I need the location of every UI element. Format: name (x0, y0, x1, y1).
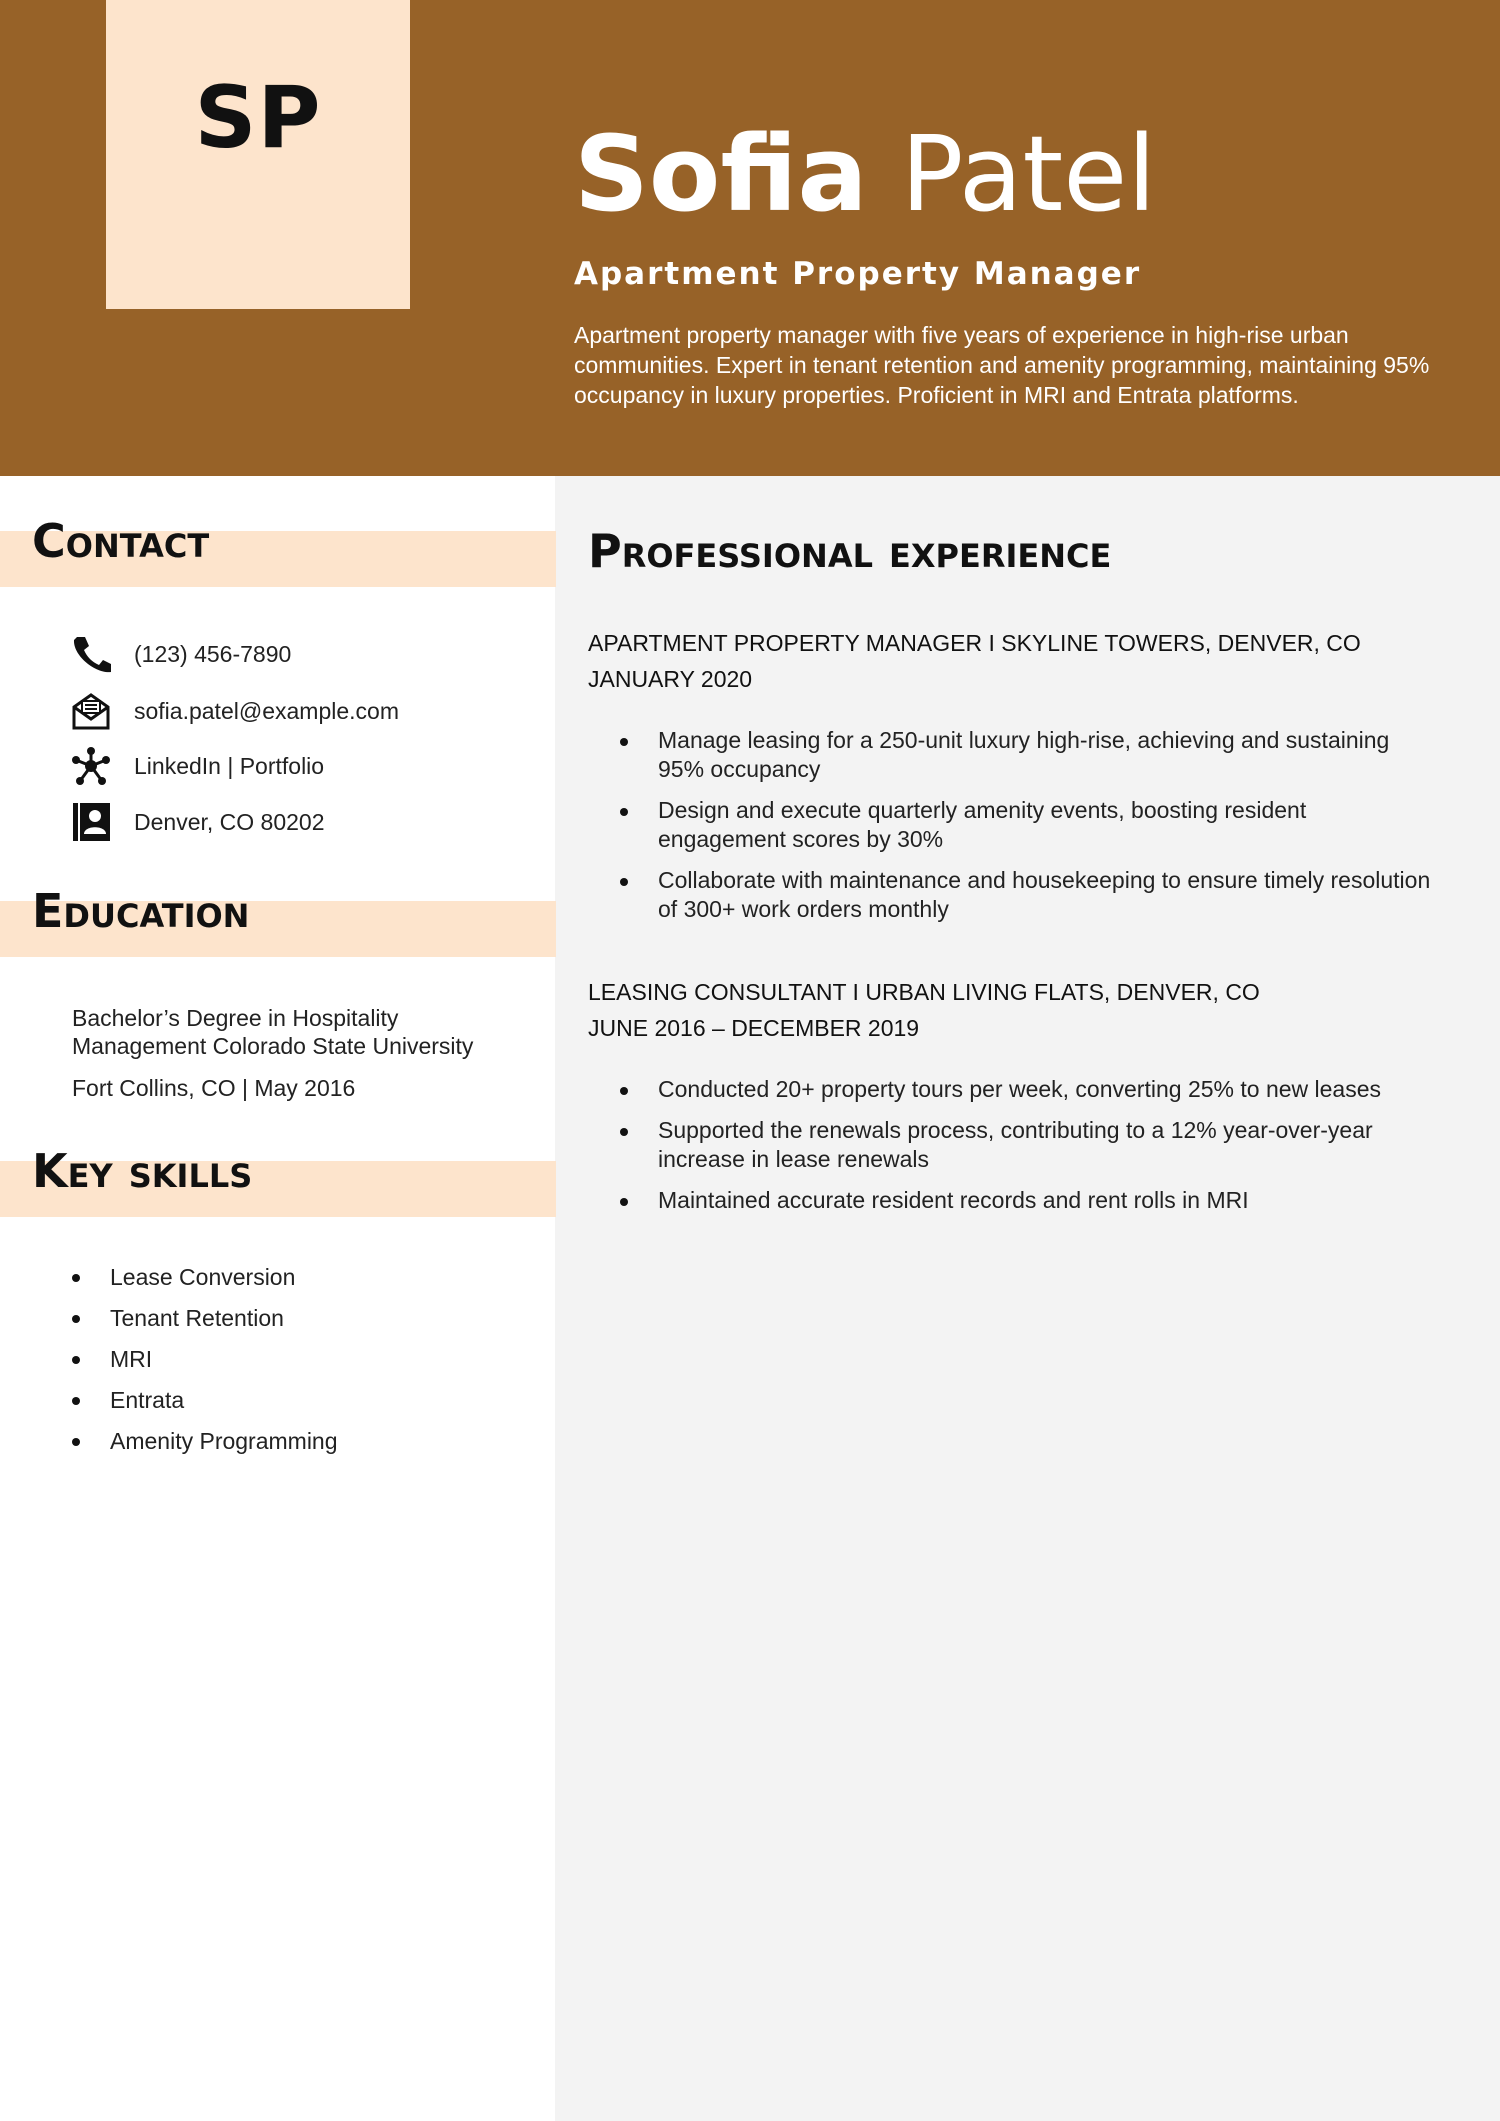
skills-list (72, 1262, 338, 1467)
job-title-line: LEASING CONSULTANT I URBAN LIVING FLATS, DENVER, CO (588, 979, 1260, 1005)
job-bullet: Conducted 20+ property tours per week, converting 25% to new leases (620, 1075, 1440, 1104)
contact-location-row (68, 802, 325, 842)
phone-number[interactable]: (123) 456-7890 (134, 640, 292, 667)
contact-phone-row (68, 634, 291, 674)
skill-item: Amenity Programming (72, 1426, 338, 1467)
profile-summary: Apartment property manager with five years of experience in high-rise urban communities. Expert in tenant retention and amenity programming, maintaining 95% occupancy in luxury properties. Proficient in MRI and Entrata platforms. (574, 322, 1430, 408)
job-bullets (620, 726, 1440, 936)
contact-links-row (68, 746, 324, 786)
envelope-icon (68, 691, 114, 731)
contact-card-icon (68, 802, 114, 842)
location: Denver, CO 80202 (134, 808, 325, 835)
job-dates: JANUARY 2020 (588, 666, 753, 692)
initials: SP (194, 67, 322, 168)
skill-item: Entrata (72, 1385, 338, 1426)
first-name: Sofia (574, 113, 868, 235)
contact-heading: Contact (32, 514, 210, 568)
job-title-line: APARTMENT PROPERTY MANAGER I SKYLINE TOWERS, DENVER, CO (588, 630, 1361, 656)
job-bullet: Supported the renewals process, contributing to a 12% year-over-year increase in lease renewals (620, 1116, 1440, 1174)
network-icon (68, 746, 114, 786)
skill-item: Lease Conversion (72, 1262, 338, 1303)
profile-links[interactable]: LinkedIn | Portfolio (134, 752, 325, 779)
contact-email-row (68, 691, 399, 731)
job-bullet: Manage leasing for a 250-unit luxury high-rise, achieving and sustaining 95% occupancy (620, 726, 1440, 784)
experience-heading: Professional experience (588, 524, 1112, 578)
education-location-date: Fort Collins, CO | May 2016 (72, 1075, 356, 1101)
full-name (574, 113, 1157, 235)
education-degree: Bachelor’s Degree in Hospitality Management Colorado State University (72, 1005, 474, 1059)
job-dates: JUNE 2016 – DECEMBER 2019 (588, 1015, 920, 1041)
skill-item: Tenant Retention (72, 1303, 338, 1344)
skill-item: MRI (72, 1344, 338, 1385)
job-bullets (620, 1075, 1440, 1227)
email-address[interactable]: sofia.patel@example.com (134, 697, 399, 724)
skills-heading: Key skills (32, 1144, 253, 1198)
job-title: Apartment Property Manager (574, 256, 1142, 292)
job-bullet: Collaborate with maintenance and housekeeping to ensure timely resolution of 300+ work orders monthly (620, 866, 1440, 924)
phone-icon (68, 634, 114, 674)
right-column (555, 476, 1500, 2121)
job-bullet: Maintained accurate resident records and rent rolls in MRI (620, 1186, 1440, 1215)
last-name: Patel (900, 113, 1157, 235)
monogram-block (106, 0, 410, 309)
education-heading: Education (32, 884, 250, 938)
job-bullet: Design and execute quarterly amenity events, boosting resident engagement scores by 30% (620, 796, 1440, 854)
